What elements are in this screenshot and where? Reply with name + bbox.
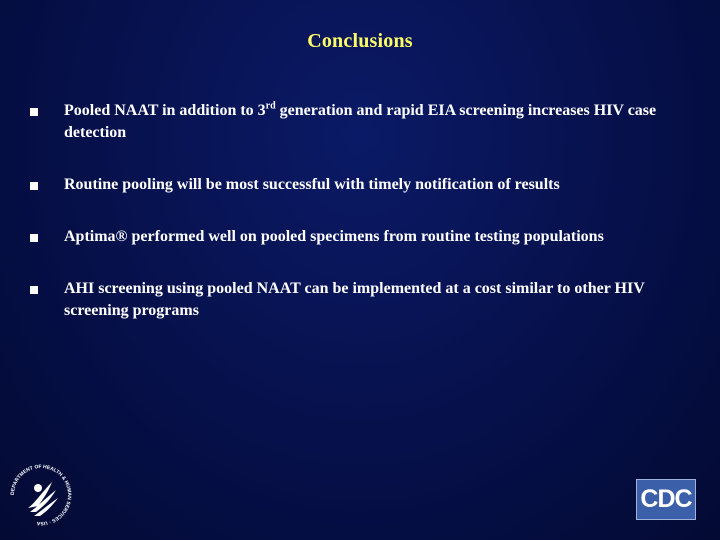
bullet-item <box>30 100 690 144</box>
bullet-list <box>30 100 690 352</box>
bullet-item <box>30 278 690 322</box>
hhs-seal-icon <box>8 462 74 528</box>
bullet-item <box>30 226 690 248</box>
slide-title: Conclusions <box>307 30 413 52</box>
square-bullet-icon <box>30 286 38 294</box>
bullet-text: Routine pooling will be most successful with timely notification of results <box>64 176 560 193</box>
square-bullet-icon <box>30 234 38 242</box>
square-bullet-icon <box>30 108 38 116</box>
hhs-seal-text: DEPARTMENT OF HEALTH & HUMAN SERVICES · USA <box>9 463 73 527</box>
bullet-text: Aptima® performed well on pooled specimens from routine testing populations <box>64 228 604 245</box>
bullet-text: AHI screening using pooled NAAT can be implemented at a cost similar to other HIV screening programs <box>64 280 645 319</box>
bullet-text: Pooled NAAT in addition to 3rd generation and rapid EIA screening increases HIV case detection <box>64 100 657 141</box>
bullet-item <box>30 174 690 196</box>
square-bullet-icon <box>30 182 38 190</box>
cdc-logo: CDC <box>636 479 696 520</box>
